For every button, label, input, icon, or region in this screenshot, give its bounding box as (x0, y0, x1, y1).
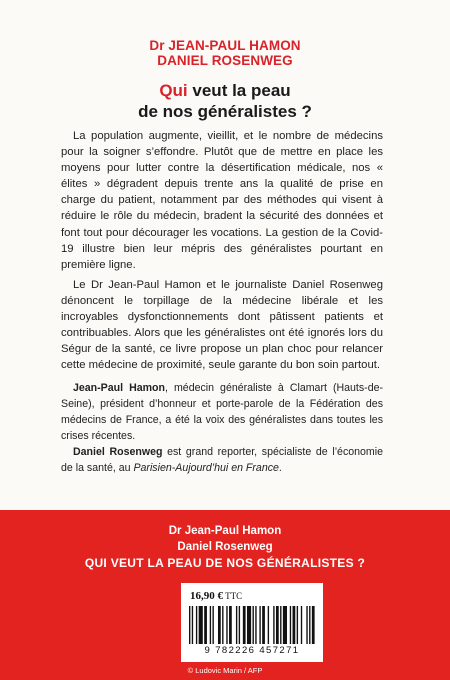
bio-hamon-name: Jean-Paul Hamon (73, 382, 165, 394)
barcode-bar (243, 606, 246, 644)
barcode-bar (301, 606, 302, 644)
blurb-paragraph-1: La population augmente, vieillit, et le nombre de médecins pour la soigner s’effondre. Plutôt que de mettre en place les moyens pour lutter contre la désertification médicale, nos « élites » dégradent depuis trente ans la qualité de prise en charge du patient, notamment par des méthodes qui visent à réduire le rôle du médecin, bradent la sécurité des données et font tout pour décourager les vocations. La gestion de la Covid-19 illustre bien leur mépris des généralistes pourtant en première ligne. (61, 130, 383, 271)
barcode-bar (276, 606, 279, 644)
author-1: Dr JEAN-PAUL HAMON (149, 38, 301, 53)
barcode-bar (192, 606, 193, 644)
barcode-bar (312, 606, 315, 644)
title-line-2: de nos généralistes ? (138, 102, 312, 121)
price-value: 16,90 € (190, 590, 223, 602)
book-title (0, 80, 450, 122)
barcode-bar (212, 606, 213, 644)
barcode-bar (204, 606, 207, 644)
band-author-2: Daniel Rosenweg (177, 541, 273, 553)
bio-hamon (61, 380, 383, 444)
band-title: QUI VEUT LA PEAU DE NOS GÉNÉRALISTES ? (84, 556, 366, 570)
barcode-bar (222, 606, 223, 644)
barcode-bar (293, 606, 296, 644)
barcode-bar (283, 606, 287, 644)
bio-rosenweg-text: est grand reporter, spécialiste de l’économie de la santé, au (61, 446, 383, 475)
barcode-bar (236, 606, 237, 644)
photo-credit: © Ludovic Marin / AFP (187, 666, 263, 675)
barcode-bar (226, 606, 227, 644)
barcode-bar (196, 606, 197, 644)
bio-rosenweg (61, 444, 383, 476)
bio-rosenweg-name: Daniel Rosenweg (73, 446, 163, 459)
author-2: DANIEL ROSENWEG (157, 53, 293, 68)
barcode-bar (297, 606, 298, 644)
barcode-bar (218, 606, 221, 644)
barcode-bar (253, 606, 254, 644)
barcode-bar (259, 606, 260, 644)
barcode-bar (306, 606, 307, 644)
barcode-bar (280, 606, 281, 644)
title-line-1 (0, 80, 450, 101)
barcode-bar (239, 606, 240, 644)
blurb (61, 128, 383, 373)
bio-rosenweg-end: . (278, 462, 282, 475)
barcode-bar (290, 606, 291, 644)
barcode-bar (189, 606, 190, 644)
barcode-bar (199, 606, 203, 644)
isbn-number: 9 782226 457271 (204, 645, 300, 656)
band-author-1: Dr Jean-Paul Hamon (168, 525, 282, 537)
title-line-1-rest: veut la peau (187, 81, 291, 100)
barcode-icon (189, 606, 316, 644)
price-label (190, 590, 242, 602)
blurb-paragraph-2: Le Dr Jean-Paul Hamon et le journaliste Daniel Rosenweg dénoncent le torpillage de la médecine libérale et les incroyables dysfonctionnements dont pâtissent patients et contribuables. Alors que les généralistes ont été ignorés lors du Ségur de la santé, ce livre propose un plan choc pour relancer cette médecine de proximité, seule garante du bon soin partout. (61, 278, 383, 372)
barcode-bar (268, 606, 269, 644)
barcode-bar (309, 606, 310, 644)
barcode-bar (210, 606, 211, 644)
bio-hamon-text: , médecin généraliste à Clamart (Hauts-de-Seine), président d’honneur et porte-parole de la Fédération des médecins de France, a été la voix des généralistes dans toutes les crises récentes. (61, 382, 383, 443)
barcode-bar (262, 606, 265, 644)
author-heading (0, 38, 450, 68)
price-suffix: TTC (223, 591, 243, 601)
title-accent-word: Qui (159, 81, 188, 100)
bio-rosenweg-paper: Parisien-Aujourd’hui en France (133, 462, 279, 475)
barcode-bar (273, 606, 274, 644)
band-authors (0, 523, 450, 555)
author-bios (61, 380, 383, 477)
barcode-bar (255, 606, 256, 644)
barcode-bar (247, 606, 251, 644)
barcode-bar (229, 606, 232, 644)
